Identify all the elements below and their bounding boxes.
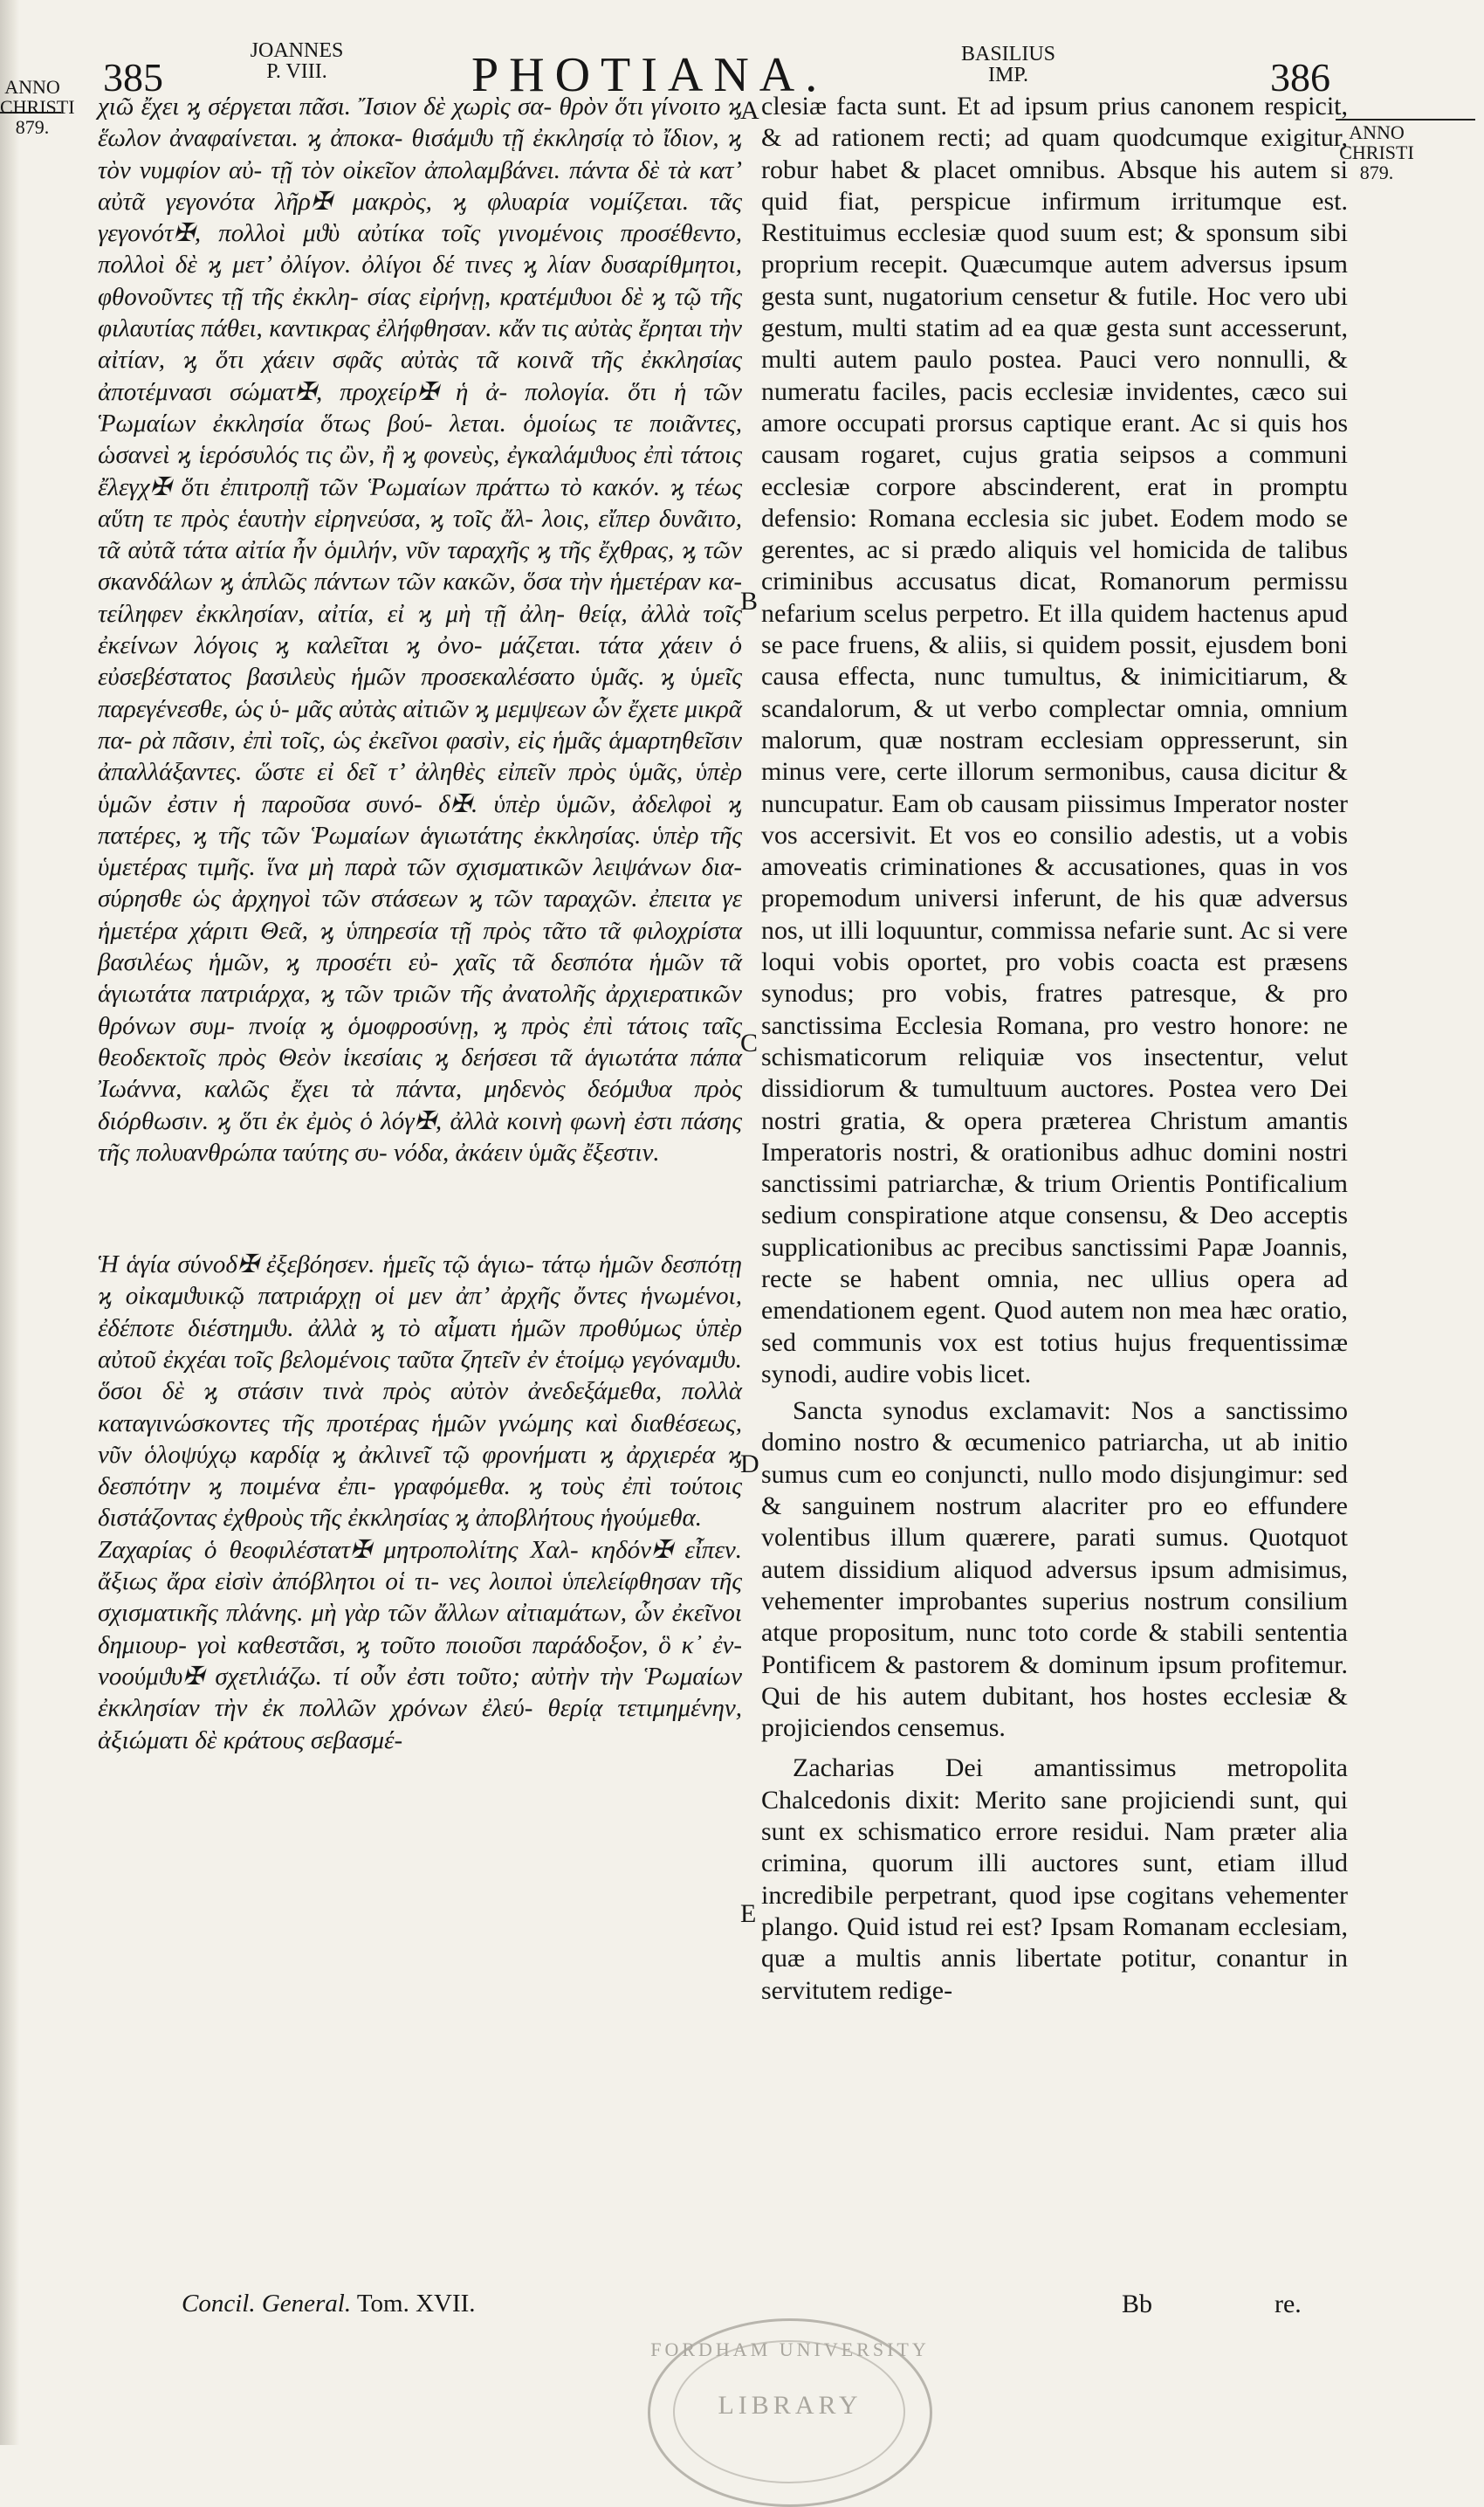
- page-number-left: 385: [103, 55, 163, 100]
- anno-left-line-3: 879.: [15, 116, 50, 138]
- library-stamp: [648, 2318, 932, 2507]
- anno-rule-right: [1336, 119, 1475, 121]
- latin-paragraph-3: Zacharias Dei amantissimus metropolita Chalcedonis dixit: Merito sane projiciendi sunt, qui sunt ex schismatico errore residui. Nam præter alia crimina, quorum illi auctores sunt, etiam illud incredibile perpetrant, quod ipse cogitans vehementer plango. Quid istud rei est? Ipsam Romanam ecclesiam, quæ a multis annis libertate potitur, conantur in servitutem redige-: [761, 1753, 1348, 2005]
- header-left-label: [223, 40, 371, 82]
- sheet-signature: Bb: [1122, 2290, 1153, 2318]
- signature-mark: Concil. General.: [182, 2290, 352, 2318]
- margin-marker-d: D: [740, 1450, 759, 1478]
- paragraph-gap: [98, 1168, 742, 1249]
- page-number-right: 386: [1270, 55, 1330, 100]
- header-left-line-2: P. VIII.: [266, 60, 327, 83]
- header-left-line-1: JOANNES: [250, 39, 344, 62]
- greek-paragraph-2: Ἡ ἁγία σύνοδ✠ ἐξεβόησεν. ἡμεῖς τῷ ἁγιω- τάτῳ ἡμῶν δεσπότῃ ϗ οἰκαμϑυικῷ πατριάρχῃ οἱ μεν ἀπ’ ἀρχῆς ὄντες ἡνωμένοι, ἐδέποτε διέστημϑυ. ἀλλὰ ϗ τὸ αἷματι ἡμῶν προθύμως ὑπὲρ αὐτοῦ ἐκχέαι τοῖς βελομένοις ταῦτα ζητεῖν ἐν ἑτοίμῳ γεγόναμϑυ. ὅσοι δὲ ϗ στάσιν τινὰ πρὸς αὐτὸν ἀνεδεξάμεθα, πολλὰ καταγινώσκοντες τῆς προτέρας ἡμῶν γνώμης καὶ διαθέσεως, νῦν ὁλοψύχῳ καρδίᾳ ϗ ἀκλινεῖ τῷ φρονήματι ϗ ἀρχιερέα ϗ δεσπότην ϗ ποιμένα ἐπι- γραφόμεθα. ϗ τοὺς ἐπὶ τούτοις διστάζοντας ἐχθροὺς τῆς ἐκκλησίας ϗ ἀποβλήτους ἡγούμεθα.: [98, 1250, 742, 1532]
- anno-right-line-2: CHRISTI: [1339, 141, 1414, 163]
- header-right-line-2: IMP.: [987, 64, 1029, 86]
- book-spine-shadow: [0, 0, 19, 2445]
- signature-line: [182, 2290, 476, 2318]
- latin-paragraph-1: clesiæ facta sunt. Et ad ipsum prius canonem respicit, & ad rationem recti; ad quam quodcumque exigitur, robur habet & placet omnibus. Absque his autem si quid fiat, perspicue infirmum irritumque est. Restituimus ecclesiæ quod suum est; & sponsum sibi proprium recepit. Quæcumque autem adversus ipsum gesta sunt, nugatorium censetur & futile. Hoc vero ubi gestum, multi statim ad ea quæ gesta sunt accesserunt, multi autem paulo postea. Pauci vero nonnulli, & numeratu faciles, pacis ecclesiæ invidentes, cæco sui amore occupati prorsus captique erant. Ac si quis hos causam rogaret, cujus gratia seipsos a communi ecclesiæ corpore abscinderent, erat in promptu defensio: Romana ecclesia sic jubet. Eodem modo se gerentes, ac si prædo aliquis vel homicida de talibus criminibus accusatus dicat, Romanorum permissu nefarium scelus perpetro. Et illa quidem hactenus apud se pace fruens, & aliis, si quidem possit, ejusdem boni causa effecta, nunc tumultus, & inimicitiarum, & scandalorum, & ut verbo complectar omnia, omnium malorum, quæ nostram ecclesiam oppresserunt, sin minus vere, certe illorum sermonibus, causa dicitur & nuncupatur. Eam ob causam piissimus Imperator noster vos accersivit. Et vos eo consilio adestis, ut a vobis amoveatis criminationes & accusationes, quas in vos propemodum universi inferunt, de his quæ adversus nos, ut illi loquuntur, commissa nefarie sunt. Ac si vere loqui vobis oportet, pro vobis coacta est præsens synodus; pro vobis, fratres patresque, & pro sanctissima Ecclesia Romana, pro vestro honore: ne schismaticorum reliquiæ vos insectentur, velut dissidiorum & tumultuum auctores. Postea vero Dei nostri gratia, & opera præterea Christum amantis Imperatoris nostri, & orationibus adhuc domini nostri sanctissimi patriarchæ, & trium Orientis Pontificalium sedium conspiratione atque consensu, & Deo acceptis supplicationibus ac precibus sanctissimi Papæ Joannis, recte se habent omnia, nec ullius opera ad emendationem egent. Quod autem non mea hæc oratio, sed communis vox est totius hujus frequentissimæ synodi, audire vobis licet.: [761, 92, 1348, 1388]
- greek-paragraph-3: Ζαχαρίας ὁ θεοφιλέστατ✠ μητροπολίτης Χαλ- κηδόν✠ εἶπεν. ἄξιως ἄρα εἰσὶν ἀπόβλητοι οἱ τι- νες λοιποὶ ὑπελείφθησαν τῆς σχισματικῆς πλάνης. μὴ γὰρ τῶν ἄλλων αἰτιαμάτων, ὧν ἐκεῖνοι δημιουρ- γοὶ καθεστᾶσι, ϗ τοῦτο ποιοῦσι παράδοξον, ὃ κ᾽ ἐν- νοούμϑυ✠ σχετλιάζω. τί οὖν ἐστι τοῦτο; αὐτὴν τὴν Ῥωμαίων ἐκκλησίαν τὴν ἐκ πολλῶν χρόνων ἐλεύ- θερίᾳ τετιμημένην, ἀξιώματι δὲ κράτους σεβασμέ-: [98, 1535, 742, 1754]
- stamp-library-text: LIBRARY: [718, 2391, 862, 2420]
- header-right-line-1: BASILIUS: [960, 43, 1055, 65]
- header-right-label: [938, 44, 1078, 86]
- catchword: re.: [1274, 2290, 1302, 2318]
- anno-left-line-1: ANNO: [4, 76, 60, 98]
- margin-marker-e: E: [740, 1899, 757, 1928]
- greek-paragraph-1: χιῶ ἔχει ϗ σέργεται πᾶσι. Ἴσιον δὲ χωρὶς σα- θρὸν ὅτι γίνοιτο ϗ ἕωλον ἀναφαίνεται. ϗ ἀποκα- θισάμϑυ τῇ ἐκκλησίᾳ τὸ ἴδιον, ϗ τὸν νυμφίον αὐ- τῇ τὸν οἰκεῖον ἀπολαμβάνει. πάντα δὲ τὰ κατ’ αὐτᾶ γεγονότα λῆρ✠ μακρὸς, ϗ φλυαρία νομίζεται. τᾶς γεγονότ✠, πολλοὶ μϑὺ αὐτίκα τοῖς γινομένοις προσέθεντο, πολλοὶ δὲ ϗ μετ’ ὀλίγον. ὀλίγοι δέ τινες ϗ λίαν δυσαρίθμητοι, φθονοῦντες τῇ τῆς ἐκκλη- σίας εἰρήνῃ, κρατέμϑυοι δὲ ϗ τῷ τῆς φιλαυτίας πάθει, καντικρας ἐλήφθησαν. κἄν τις αὐτὰς ἔρηται τὴν αἰτίαν, ϗ ὅτι χάειν σφᾶς αὐτὰς τᾶ κοινᾶ τῆς ἐκκλησίας ἀποτέμνασι σώματ✠, προχείρ✠ ἡ ἀ- πολογία. ὅτι ἡ τῶν Ῥωμαίων ἐκκλησία ὅτως βού- λεται. ὁμοίως τε ποιᾶντες, ὡσανεὶ ϗ ἱερόσυλός τις ὢν, ἢ ϗ φονεὺς, ἐγκαλάμϑυος ἐπὶ τάτοις ἔλεγχ✠ ὅτι ἐπιτροπῇ τῶν Ῥωμαίων πράττω τὸ κακόν. ϗ τέως αὕτη τε πρὸς ἑαυτὴν εἰρηνεύσα, ϗ τοῖς ἄλ- λοις, εἴπερ δυνᾶιτο, τᾶ αὐτᾶ τάτα αἰτία ἦν ὁμιλήν, νῦν ταραχῆς ϗ τῆς ἔχθρας, ϗ τῶν σκανδάλων ϗ ἁπλῶς πάντων τῶν κακῶν, ὅσα τὴν ἡμετέραν κα- τείληφεν ἐκκλησίαν, αἰτία, εἰ ϗ μὴ τῇ ἀλη- θείᾳ, ἀλλὰ τοῖς ἐκείνων λόγοις ϗ καλεῖται ϗ ὀνο- μάζεται. τάτα χάειν ὁ εὐσεβέστατος βασιλεὺς ἡμῶν προσεκαλέσατο ὑμᾶς. ϗ ὑμεῖς παρεγένεσθε, ὡς ὑ- μᾶς αὐτὰς αἰτιῶν ϗ μεμψεων ὧν ἔχετε μικρᾶ πα- ρὰ πᾶσιν, ἐπὶ τοῖς, ὡς ἐκεῖνοι φασὶν, εἰς ἡμᾶς ἁμαρτηθεῖσιν ἀπαλλάξαντες. ὥστε εἰ δεῖ τ’ ἀληθὲς εἰπεῖν πρὸς ὑμᾶς, ὑπὲρ ὑμῶν ἐστιν ἡ παροῦσα συνό- δ✠. ὑπὲρ ὑμῶν, ἀδελφοὶ ϗ πατέρες, ϗ τῆς τῶν Ῥωμαίων ἁγιωτάτης ἐκκλησίας. ὑπὲρ τῆς ὑμετέρας τιμῆς. ἵνα μὴ παρὰ τῶν σχισματικῶν λειψάνων δια- σύρησθε ὡς ἀρχηγοὶ τῶν στάσεων ϗ τῶν ταραχῶν. ἐπειτα γε ἡμετέρα χάριτι Θεᾶ, ϗ ὑπηρεσία τῇ πρὸς τᾶτο τᾶ φιλοχρίστα βασιλέως ἡμῶν, ϗ προσέτι εὐ- χαῖς τᾶ δεσπότα ἡμῶν τᾶ ἁγιωτάτα πατριάρχα, ϗ τῶν τριῶν τῆς ἀνατολῆς ἀρχιερατικῶν θρόνων συμ- πνοίᾳ ϗ ὁμοφροσύνῃ, ϗ πρὸς ἐπὶ τάτοις ταῖς θεοδεκτοῖς πρὸς Θεὸν ἱκεσίαις ϗ δεήσεσι τᾶ ἁγιωτάτα πάπα Ἰωάννα, καλῶς ἔχει τὰ πάντα, μηδενὸς δεόμϑυα πρὸς διόρθωσιν. ϗ ὅτι ἐκ ἐμὸς ὁ λόγ✠, ἀλλὰ κοινὴ φωνὴ ἐστι πάσης τῆς πολυανθρώπα ταύτης συ- νόδα, ἀκάειν ὑμᾶς ἔξεστιν.: [98, 93, 742, 1167]
- running-title: PHOTIANA.: [471, 48, 828, 102]
- tome-number: Tom. XVII.: [356, 2290, 476, 2318]
- margin-marker-a: A: [740, 96, 759, 125]
- latin-paragraph-2: Sancta synodus exclamavit: Nos a sanctissimo domino nostro & œcumenico patriarcha, ut ab initio sumus cum eo conjuncti, nullo modo disjungimur: sed & sanguinem nostrum alacriter pro eo effundere volentibus illum quærere, parati sumus. Quotquot autem dissidium aliquod adversus ipsum admisimus, vehementer improbantes superius nostrum consilium atque propositum, nunc toto corde & stabili sententia Pontificem & pastorem & dominum ipsum profitemur. Qui de his autem dubitant, hos hostes ecclesiæ & projiciendos censemus.: [761, 1396, 1348, 1743]
- margin-marker-c: C: [740, 1029, 759, 1057]
- anno-right-line-1: ANNO: [1349, 121, 1405, 143]
- anno-christi-left: [0, 76, 75, 138]
- margin-marker-b: B: [740, 587, 759, 616]
- latin-column: [761, 91, 1348, 2007]
- anno-left-line-2: CHRISTI: [0, 96, 75, 118]
- anno-right-line-3: 879.: [1359, 162, 1394, 183]
- stamp-university-text: FORDHAM UNIVERSITY: [650, 2338, 930, 2360]
- greek-column: [98, 91, 742, 1756]
